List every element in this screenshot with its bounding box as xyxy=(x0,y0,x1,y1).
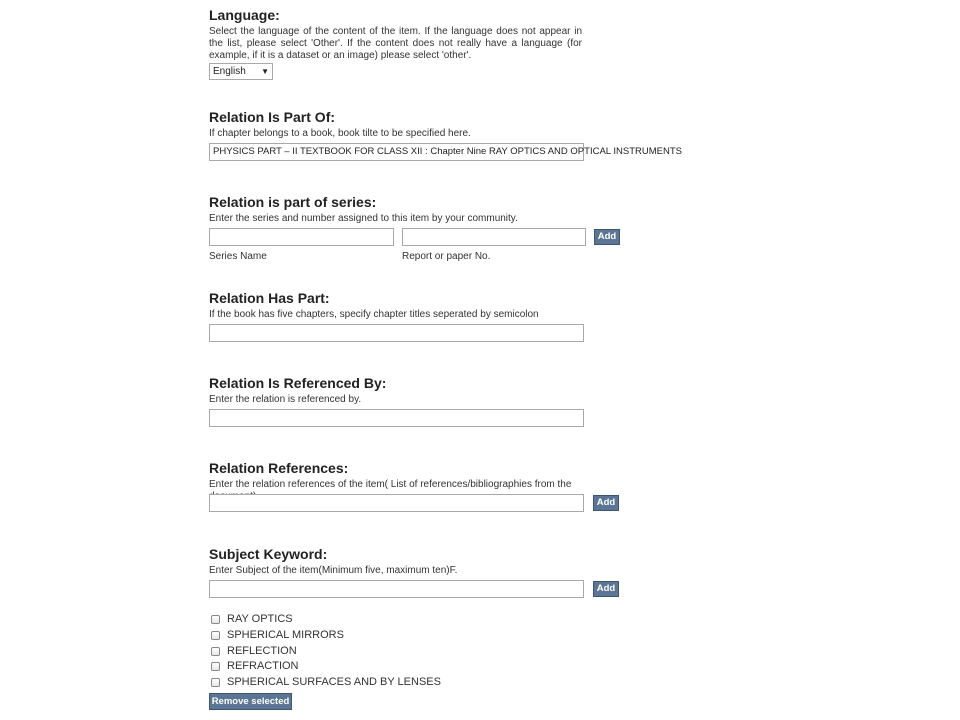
relation-has-part-section xyxy=(209,290,584,321)
relation-has-part-title: Relation Has Part: xyxy=(209,290,330,306)
report-paper-no-input[interactable] xyxy=(402,228,586,246)
relation-is-part-of-section xyxy=(209,109,584,140)
language-title: Language: xyxy=(209,7,280,23)
report-paper-no-label: Report or paper No. xyxy=(402,251,491,262)
relation-referenced-by-input[interactable] xyxy=(209,409,584,427)
subject-keyword-hint: Enter Subject of the item(Minimum five, maximum ten)F. xyxy=(209,565,458,576)
keyword-checkbox[interactable] xyxy=(211,662,220,671)
language-hint: Select the language of the content of the item. If the language does not appear in the list, please select 'Other'. If the content does not really have a language (for example, if it is a dataset or an image) please select 'other'. xyxy=(209,26,582,61)
relation-is-part-of-title: Relation Is Part Of: xyxy=(209,109,336,125)
keyword-checkbox[interactable] xyxy=(211,631,220,640)
relation-references-hint: Enter the relation references of the item( List of references/bibliographies from the xyxy=(209,479,572,490)
series-name-input[interactable] xyxy=(209,228,394,246)
keyword-label: SPHERICAL SURFACES AND BY LENSES xyxy=(227,676,441,688)
keyword-label: REFLECTION xyxy=(227,645,297,657)
keyword-checkbox[interactable] xyxy=(211,647,220,656)
subject-keyword-title: Subject Keyword: xyxy=(209,546,328,562)
relation-series-hint: Enter the series and number assigned to this item by your community. xyxy=(209,213,518,224)
add-reference-button[interactable]: Add xyxy=(593,495,619,511)
language-section xyxy=(209,7,584,62)
relation-references-title: Relation References: xyxy=(209,460,349,476)
language-select[interactable] xyxy=(209,63,273,80)
relation-series-section xyxy=(209,194,584,225)
subject-keyword-section xyxy=(209,546,584,577)
dropdown-arrow-icon: ▼ xyxy=(261,67,269,76)
keyword-checkbox[interactable] xyxy=(211,678,220,687)
relation-is-part-of-input[interactable]: PHYSICS PART – II TEXTBOOK FOR CLASS XII : Chapter Nine RAY OPTICS AND OPTICAL INSTRUMENTS xyxy=(209,143,584,161)
relation-referenced-by-title: Relation Is Referenced By: xyxy=(209,375,387,391)
keyword-item xyxy=(211,675,441,689)
keyword-label: SPHERICAL MIRRORS xyxy=(227,629,344,641)
add-keyword-button[interactable]: Add xyxy=(593,581,619,597)
relation-series-title: Relation is part of series: xyxy=(209,194,377,210)
relation-has-part-hint: If the book has five chapters, specify chapter titles seperated by semicolon xyxy=(209,309,539,320)
series-name-label: Series Name xyxy=(209,251,267,262)
relation-referenced-by-hint: Enter the relation is referenced by. xyxy=(209,394,362,405)
add-series-button[interactable]: Add xyxy=(594,229,620,245)
subject-keyword-input[interactable] xyxy=(209,580,584,598)
keyword-checkbox[interactable] xyxy=(211,615,220,624)
relation-is-part-of-hint: If chapter belongs to a book, book tilte to be specified here. xyxy=(209,128,471,139)
keyword-label: RAY OPTICS xyxy=(227,613,293,625)
language-select-value: English xyxy=(213,66,246,77)
remove-selected-button[interactable]: Remove selected xyxy=(209,693,292,710)
keyword-item xyxy=(211,659,299,673)
relation-has-part-input[interactable] xyxy=(209,324,584,342)
relation-references-input[interactable] xyxy=(209,494,584,512)
keyword-item xyxy=(211,628,344,642)
keyword-item xyxy=(211,612,293,626)
relation-referenced-by-section xyxy=(209,375,584,406)
keyword-label: REFRACTION xyxy=(227,660,299,672)
keyword-item xyxy=(211,644,297,658)
